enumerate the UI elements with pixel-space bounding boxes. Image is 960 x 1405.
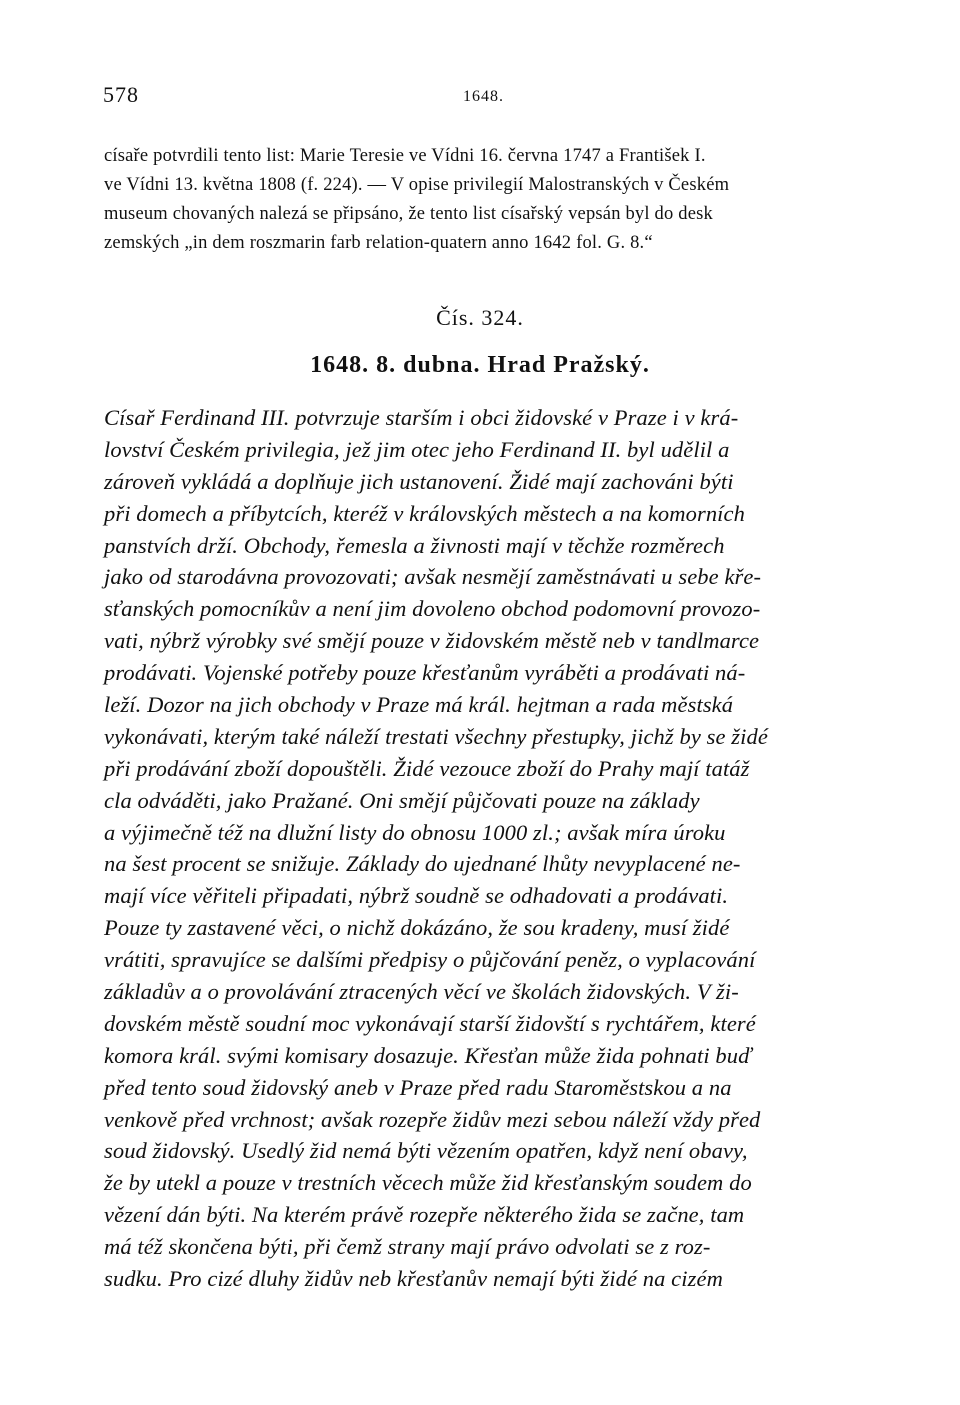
regest-line: a výjimečně též na dlužní listy do obnosu 1000 zl.; avšak míra úroku (104, 819, 726, 845)
regest-line: při domech a příbytcích, kteréž v královských městech a na komorních (104, 500, 745, 526)
regest-line: má též skončena býti, při čemž strany mají právo odvolati se z roz- (104, 1234, 711, 1260)
document-number: Čís. 324. (436, 305, 524, 330)
regest-line: vězení dán býti. Na kterém právě rozepře některého žida se začne, tam (104, 1202, 745, 1228)
regest-line: jako od starodávna provozovati; avšak nesmějí zaměstnávati u sebe kře- (104, 564, 762, 590)
regest-line: vrátiti, spravujíce se dalšími předpisy o půjčování peněz, o vyplacování (104, 947, 756, 973)
footnote-line: císaře potvrdili tento list: Marie Teresie ve Vídni 16. června 1747 a František I. (104, 146, 706, 166)
regest-line: cla odváděti, jako Pražané. Oni smějí půjčovati pouze na základy (104, 787, 700, 813)
regest-line: soud židovský. Usedlý žid nemá býti vězením opatřen, když není obavy, (104, 1138, 748, 1164)
regest-line: základův a o provolávání ztracených věcí ve školách židovských. V ži- (104, 979, 739, 1005)
document-date-place: 1648. 8. dubna. Hrad Pražský. (310, 352, 650, 378)
regest-line: dovském městě soudní moc vykonávají starší židovští s rychtářem, které (104, 1010, 756, 1036)
footnote (104, 142, 864, 258)
regest-line: že by utekl a pouze v trestních věcech může žid křesťanským soudem do (104, 1170, 752, 1196)
regest-line: před tento soud židovský aneb v Praze před radu Staroměstskou a na (104, 1074, 732, 1100)
regest-line: Pouze ty zastavené věci, o nichž dokázáno, že sou kradeny, musí židé (104, 915, 730, 941)
regest-line: komora král. svými komisary dosazuje. Křesťan může žida pohnati buď (104, 1042, 752, 1068)
regest-line: na šest procent se snižuje. Základy do ujednané lhůty nevyplacené ne- (104, 851, 741, 877)
regest-line: při prodávání zboží dopouštěli. Židé vezouce zboží do Prahy mají tatáž (104, 755, 750, 781)
running-head: 1648. (463, 88, 504, 105)
regest-line: sudku. Pro cizé dluhy židův neb křesťanův nemají býti židé na cizém (104, 1266, 723, 1292)
regest-line: mají více věřiteli připadati, nýbrž soudně se odhadovati a prodávati. (104, 883, 729, 909)
page-header (103, 82, 863, 112)
page-number: 578 (103, 82, 139, 107)
regest-line: vati, nýbrž výrobky své smějí pouze v židovském městě neb v tandlmarce (104, 628, 760, 654)
regest-line: Císař Ferdinand III. potvrzuje starším i obci židovské v Praze i v krá- (104, 405, 739, 430)
regest-line: leží. Dozor na jich obchody v Praze má král. hejtman a rada městská (104, 692, 734, 718)
regest-line: sťanských pomocníkův a není jim dovoleno obchod podomovní provozo- (104, 596, 761, 622)
footnote-line: museum chovaných nalezá se připsáno, že tento list císařský vepsán byl do desk (104, 204, 713, 224)
regest-line: venkově před vrchnost; avšak rozepře židův mezi sebou náleží vždy před (104, 1106, 761, 1132)
regest-line: zároveň vykládá a doplňuje jich ustanovení. Židé mají zachováni býti (104, 468, 734, 494)
regest-line: vykonávati, kterým také náleží trestati všechny přestupky, jichž by se židé (104, 723, 768, 749)
regest-line: panstvích drží. Obchody, řemesla a živnosti mají v těchže rozměrech (104, 532, 725, 558)
regest-line: prodávati. Vojenské potřeby pouze křesťanům vyráběti a prodávati ná- (104, 660, 746, 686)
footnote-line: zemských „in dem roszmarin farb relation-quatern anno 1642 fol. G. 8.“ (104, 233, 653, 253)
regest-abstract (104, 402, 874, 1295)
footnote-line: ve Vídni 13. května 1808 (f. 224). — V opise privilegií Malostranských v Českém (104, 175, 730, 195)
regest-line: lovství Českém privilegia, jež jim otec jeho Ferdinand II. byl udělil a (104, 436, 730, 462)
